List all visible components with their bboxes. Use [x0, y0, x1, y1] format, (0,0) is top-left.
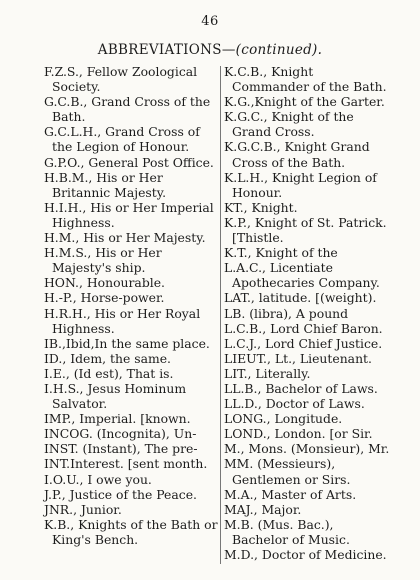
entry-fzs: F.Z.S., Fellow Zoological Society.	[44, 64, 198, 95]
entry-hms: H.M.S., His or Her Majesty's ship.	[44, 245, 162, 276]
entry-kg: K.G.,Knight of the Garter.	[224, 94, 385, 110]
entry-md: M.D., Doctor of Medicine.	[224, 547, 387, 562]
entry-kgc: K.G.C., Knight of the Grand Cross.	[224, 109, 354, 140]
entry-lld: LL.D., Doctor of Laws.	[224, 396, 365, 412]
entry-lcj: L.C.J., Lord Chief Justice.	[224, 335, 383, 351]
entry-hrh: H.R.H., His or Her Royal Highness.	[44, 305, 201, 336]
entry-lcb: L.C.B., Lord Chief Baron.	[224, 320, 383, 336]
entry-incog: INCOG. (Incognita), Un-	[44, 426, 197, 442]
entry-kb: K.B., Knights of the Bath or King's Bench.	[44, 516, 218, 547]
entry-imp: IMP., Imperial. [known.	[44, 411, 191, 427]
entry-klh: K.L.H., Knight Legion of Honour.	[224, 169, 377, 200]
entry-kgcb: K.G.C.B., Knight Grand Cross of the Bath.	[224, 139, 370, 170]
entry-int: INT.Interest. [sent month.	[44, 456, 208, 472]
entry-ihs: I.H.S., Jesus Hominum Salvator.	[44, 380, 187, 412]
title-continued: (continued).	[235, 42, 323, 58]
entry-lieut: LIEUT., Lt., Lieutenant.	[224, 350, 372, 366]
entry-ib: IB.,Ibid,In the same place.	[44, 335, 210, 351]
left-column	[44, 64, 218, 547]
entry-llb: LL.B., Bachelor of Laws.	[224, 380, 378, 396]
entry-kcb: K.C.B., Knight Commander of the Bath.	[224, 64, 387, 95]
title-main: ABBREVIATIONS—	[97, 42, 236, 58]
entry-gpo: G.P.O., General Post Office.	[44, 154, 214, 170]
entry-ie: I.E., (Id est), That is.	[44, 365, 174, 381]
column-divider	[220, 66, 221, 564]
page-title	[0, 42, 420, 58]
entry-gclh: G.C.L.H., Grand Cross of the Legion of Honour.	[44, 124, 200, 155]
entry-iou: I.O.U., I owe you.	[44, 471, 152, 487]
entry-jnr: JNR., Junior.	[44, 501, 122, 517]
entry-mb: M.B. (Mus. Bac.), Bachelor of Music.	[224, 516, 350, 547]
entry-jp: J.P., Justice of the Peace.	[44, 486, 197, 502]
entry-kt-thistle: K.T., Knight of the	[224, 245, 338, 261]
right-column	[224, 64, 390, 562]
entry-hih: H.I.H., His or Her Imperial Highness.	[44, 199, 214, 230]
entry-lat: LAT., latitude. [(weight).	[224, 290, 377, 306]
entry-hm: H.M., His or Her Majesty.	[44, 230, 206, 246]
entry-hp: H.-P., Horse-power.	[44, 290, 165, 306]
entry-lb: LB. (libra), A pound	[224, 305, 349, 321]
entry-long: LONG., Longitude.	[224, 411, 343, 427]
entry-hon: HON., Honourable.	[44, 275, 165, 291]
entry-maj: MAJ., Major.	[224, 501, 302, 517]
entry-hbm: H.B.M., His or Her Britannic Majesty.	[44, 169, 167, 200]
entry-lond: LOND., London. [or Sir.	[224, 426, 373, 442]
entry-kt-knight: KT., Knight.	[224, 199, 298, 215]
entry-ma: M.A., Master of Arts.	[224, 486, 357, 502]
entry-lit: LIT., Literally.	[224, 365, 311, 381]
page-number: 46	[201, 14, 219, 29]
entry-lac: L.A.C., Licentiate Apothecaries Company.	[224, 260, 380, 291]
entry-mm: MM. (Messieurs), Gentlemen or Sirs.	[224, 456, 351, 487]
entry-kp: K.P., Knight of St. Patrick. [Thistle.	[224, 214, 387, 246]
entry-id: ID., Idem, the same.	[44, 350, 171, 366]
entry-gcb: G.C.B., Grand Cross of the Bath.	[44, 94, 211, 125]
entry-inst: INST. (Instant), The pre-	[44, 441, 198, 457]
entry-m: M., Mons. (Monsieur), Mr.	[224, 441, 390, 457]
